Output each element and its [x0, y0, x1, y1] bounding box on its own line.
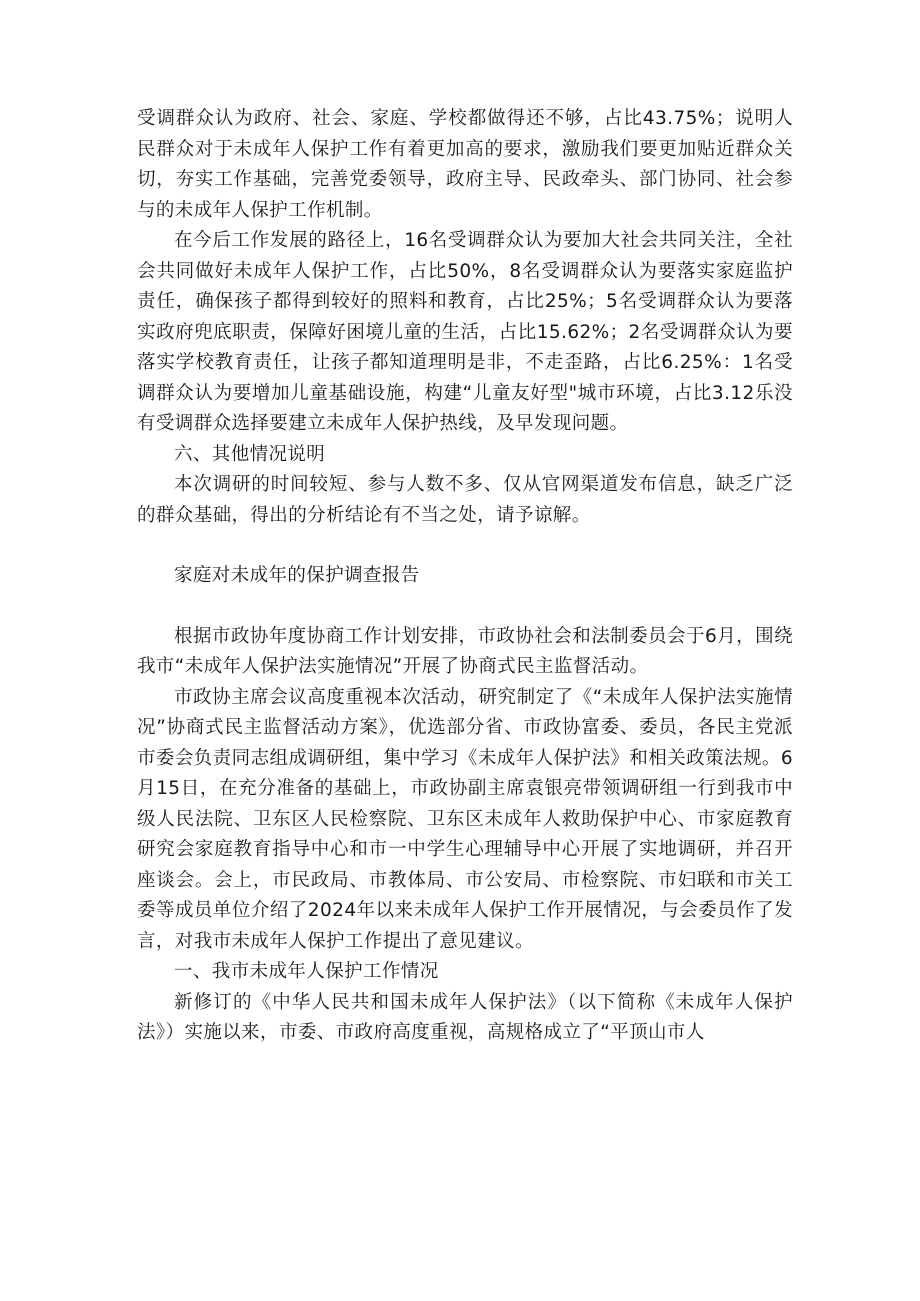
section-heading-protection-work: 一、我市未成年人保护工作情况: [174, 961, 439, 982]
paragraph-development-path: 在今后工作发展的路径上，16名受调群众认为要加大社会共同关注，全社会共同做好未成年人保护工作，占比50%，8名受调群众认为要落实家庭监护责任，确保孩子都得到较好的照料和教育，占比25%；5名受调群众认为要落实政府兜底职责，保障好困境儿童的生活，占比15.62%；2名受调群众认为要落实学校教育责任，让孩子都知道理明是非，不走歪路，占比6.25%：1名受调群众认为要增加儿童基础设施，构建“儿童友好型"城市环境，占比3.12乐没有受调群众选择要建立未成年人保护热线，及早发现问题。: [137, 230, 793, 434]
paragraph-other-notes: 本次调研的时间较短、参与人数不多、仅从官网渠道发布信息，缺乏广泛的群众基础，得出的分析结论有不当之处，请予谅解。: [137, 474, 793, 526]
report-title: 家庭对未成年的保护调查报告: [174, 565, 420, 586]
paragraph-work-plan: 根据市政协年度协商工作计划安排，市政协社会和法制委员会于6月，围绕我市“未成年人保护法实施情况”开展了协商式民主监督活动。: [137, 625, 793, 677]
paragraph-survey-opinion: 受调群众认为政府、社会、家庭、学校都做得还不够，占比43.75%；说明人民群众对于未成年人保护工作有着更加高的要求，激励我们要更加贴近群众关切，夯实工作基础，完善党委领导，政府主导、民政牵头、部门协同、社会参与的未成年人保护工作机制。: [137, 108, 793, 221]
document-body: [137, 104, 793, 1049]
paragraph-chair-meeting: 市政协主席会议高度重视本次活动，研究制定了《“未成年人保护法实施情况”协商式民主监督活动方案》，优选部分省、市政协富委、委员，各民主党派市委会负责同志组成调研组，集中学习《未成年人保护法》和相关政策法规。6月15日，在充分准备的基础上，市政协副主席袁银亮带领调研组一行到我市中级人民法院、卫东区人民检察院、卫东区未成年人救助保护中心、市家庭教育研究会家庭教育指导中心和市一中学生心理辅导中心开展了实地调研，并召开座谈会。会上，市民政局、市教体局、市公安局、市检察院、市妇联和市关工委等成员单位介绍了2024年以来未成年人保护工作开展情况，与会委员作了发言，对我市未成年人保护工作提出了意见建议。: [137, 686, 793, 952]
section-heading-other-notes: 六、其他情况说明: [174, 443, 326, 465]
paragraph-new-law: 新修订的《中华人民共和国未成年人保护法》（以下简称《未成年人保护法》）实施以来，市委、市政府高度重视，高规格成立了“平顶山市人: [137, 991, 793, 1043]
